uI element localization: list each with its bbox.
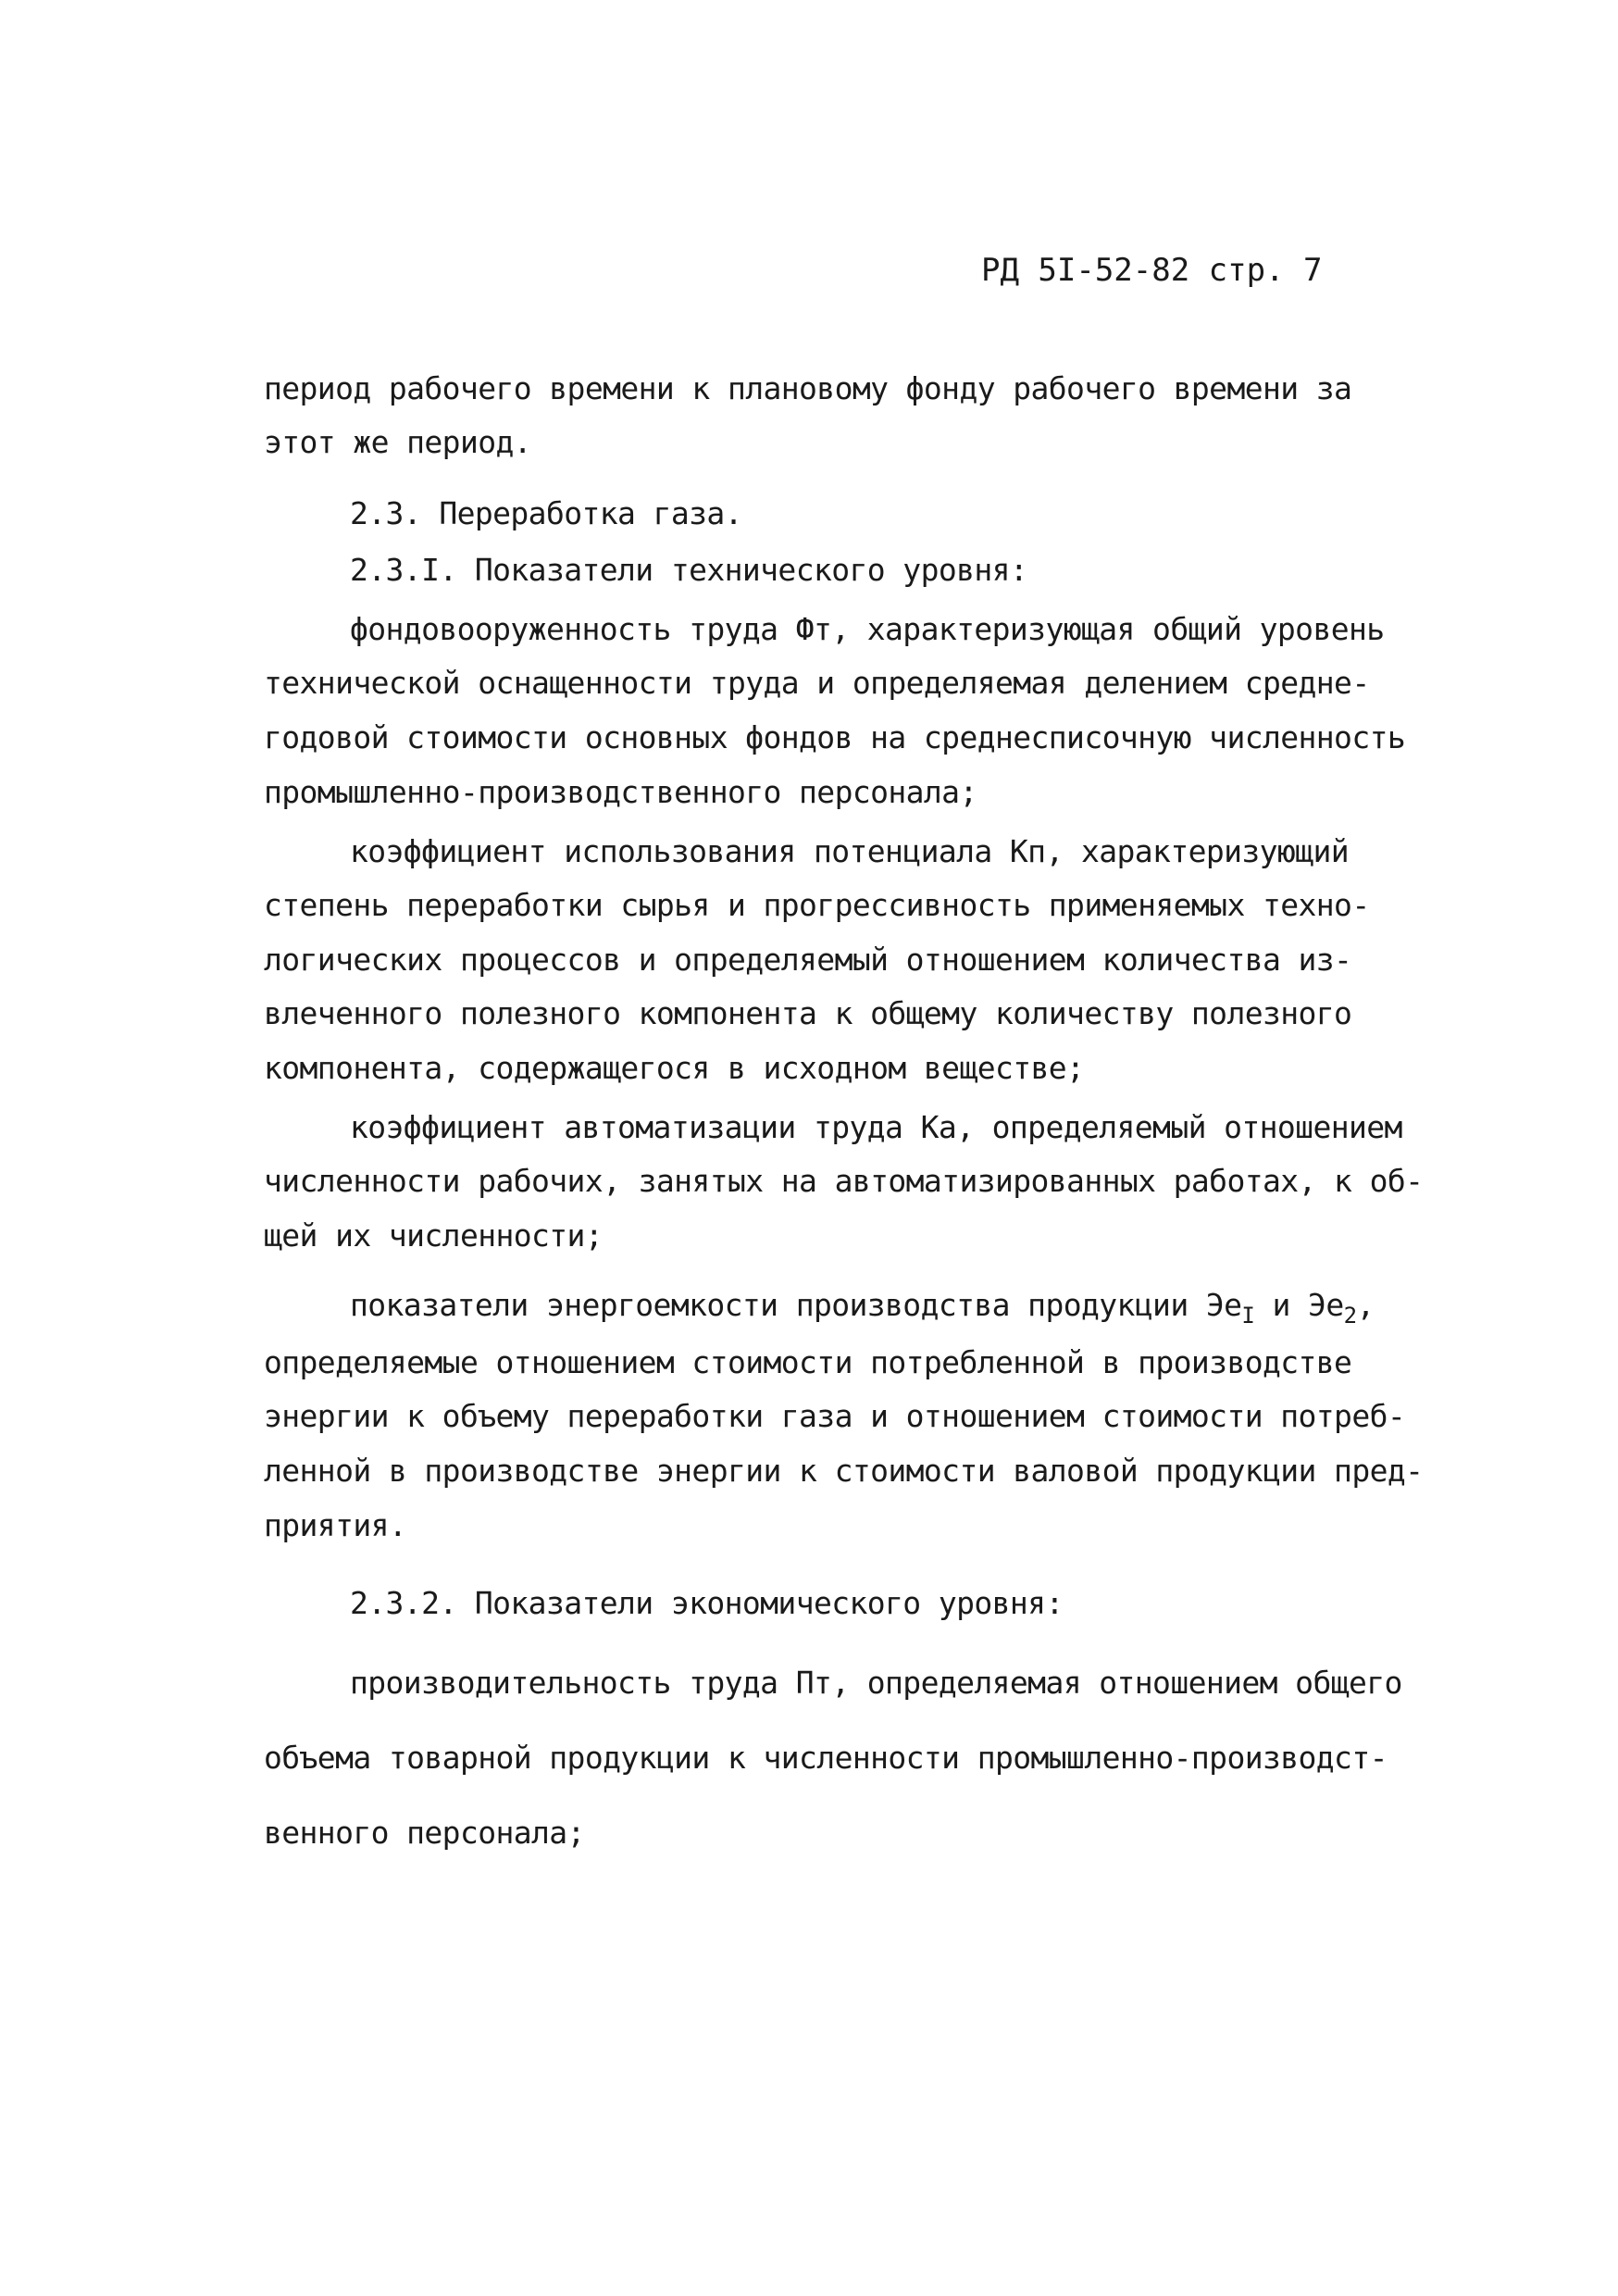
section-heading: 2.3. Переработка газа. (350, 495, 742, 531)
text-line: коэффициент использования потенциала Кп, характеризующий (350, 833, 1349, 869)
text-line: численности рабочих, занятых на автоматизированных работах, к об- (264, 1163, 1424, 1199)
text-line: венного персонала; (264, 1815, 585, 1851)
energy-line-text: показатели энергоемкости производства продукции Эе (350, 1287, 1242, 1323)
text-line: этот же период. (264, 424, 532, 460)
text-line: технической оснащенности труда и определяемая делением средне- (264, 665, 1370, 701)
text-line: производительность труда Пт, определяемая отношением общего (350, 1665, 1402, 1701)
text-line: коэффициент автоматизации труда Ка, определяемый отношением (350, 1109, 1402, 1145)
subscript-1: I (1241, 1303, 1255, 1329)
energy-line (350, 1287, 1375, 1329)
text-line: энергии к объему переработки газа и отношением стоимости потреб- (264, 1398, 1406, 1434)
text-line: период рабочего времени к плановому фонду рабочего времени за (264, 370, 1352, 406)
section-heading: 2.3.I. Показатели технического уровня: (350, 552, 1028, 588)
page-header: РД 5I-52-82 стр. 7 (981, 252, 1323, 289)
text-line: компонента, содержащегося в исходном веществе; (264, 1050, 1085, 1086)
text-line: промышленно-производственного персонала; (264, 774, 977, 810)
text-line: логических процессов и определяемый отношением количества из- (264, 942, 1352, 978)
text-line: определяемые отношением стоимости потребленной в производстве (264, 1344, 1352, 1380)
text-line: степень переработки сырья и прогрессивность применяемых техно- (264, 887, 1370, 923)
text-line: объема товарной продукции к численности промышленно-производст- (264, 1740, 1388, 1776)
text-line: щей их численности; (264, 1217, 604, 1254)
subscript-2: 2 (1343, 1303, 1357, 1329)
text-line: фондовооруженность труда Фт, характеризующая общий уровень (350, 611, 1385, 647)
text-line: ленной в производстве энергии к стоимости валовой продукции пред- (264, 1453, 1424, 1489)
text-line: годовой стоимости основных фондов на среднесписочную численность (264, 719, 1406, 755)
text-line: влеченного полезного компонента к общему количеству полезного (264, 995, 1352, 1031)
energy-line-end: , (1356, 1287, 1375, 1323)
text-line: приятия. (264, 1507, 407, 1543)
energy-line-mid: и Эе (1254, 1287, 1344, 1323)
section-heading: 2.3.2. Показатели экономического уровня: (350, 1585, 1064, 1621)
